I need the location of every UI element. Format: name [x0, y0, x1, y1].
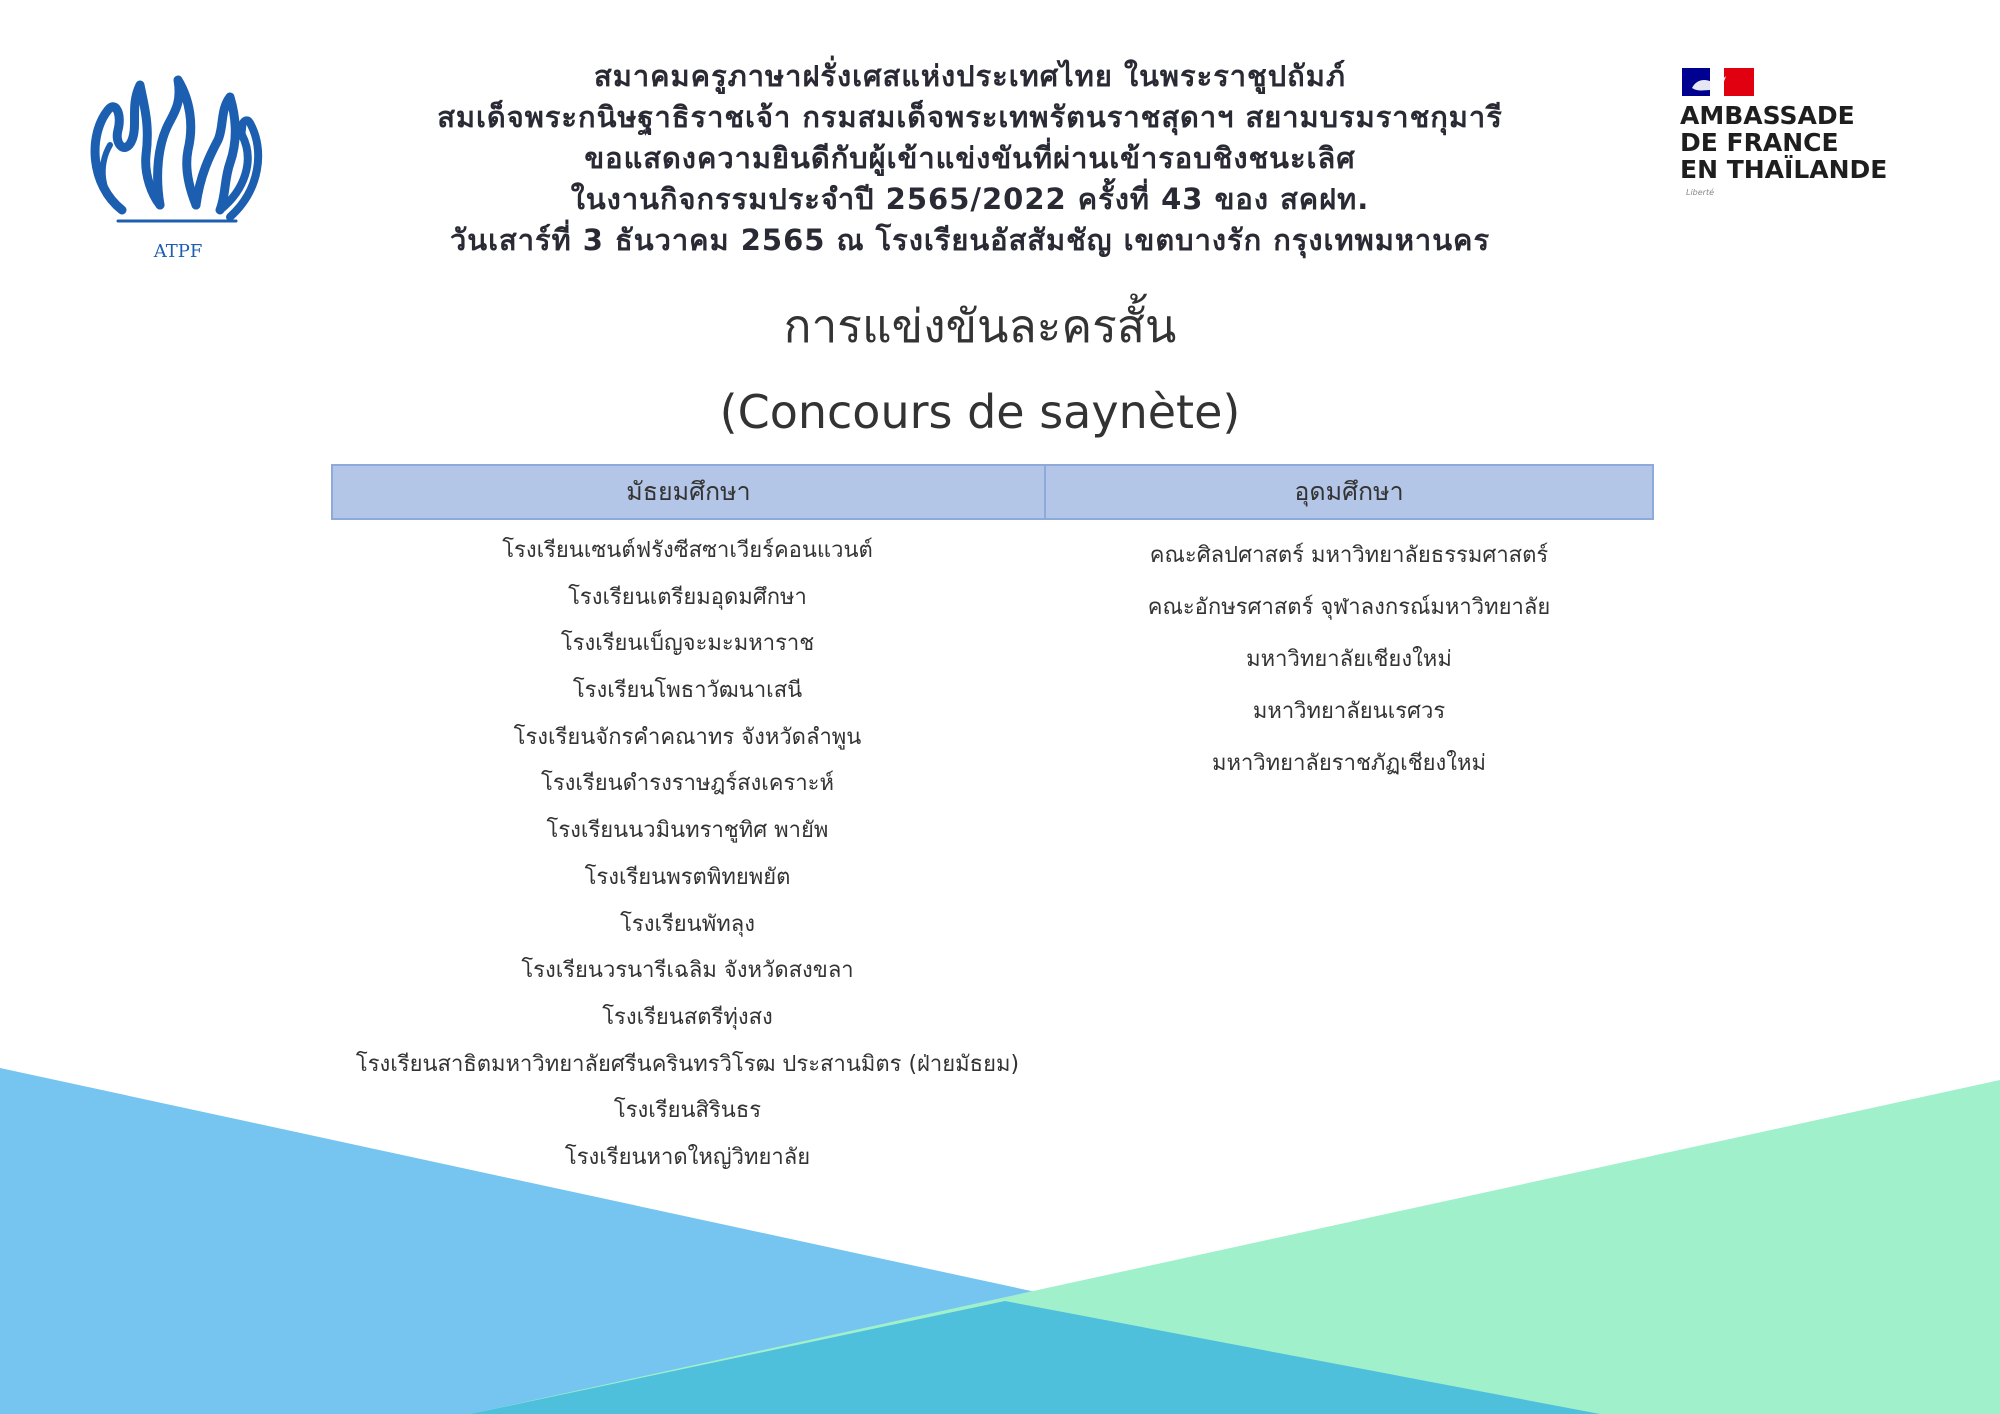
header-secondary: มัธยมศึกษา [333, 466, 1046, 518]
secondary-column [331, 520, 1044, 1182]
table-row: โรงเรียนเตรียมอุดมศึกษา [568, 584, 807, 610]
table-row: มหาวิทยาลัยเชียงใหม่ [1246, 647, 1452, 672]
table-row: โรงเรียนนวมินทราชูทิศ พายัพ [546, 818, 829, 844]
table-row: มหาวิทยาลัยนเรศวร [1252, 699, 1446, 724]
table-row: โรงเรียนพัทลุง [620, 911, 755, 937]
header-line-4: ในงานกิจกรรมประจำปี 2565/2022 ครั้งที่ 43 ของ สคฝท. [570, 182, 1370, 216]
results-table [331, 464, 1654, 1182]
table-row: โรงเรียนจักรคำคณาทร จังหวัดลำพูน [513, 724, 862, 750]
embassy-line-3: EN THAÏLANDE [1680, 155, 1888, 184]
table-row: โรงเรียนเบ็ญจะมะมหาราช [560, 631, 815, 657]
table-row: โรงเรียนพรตพิทยพยัต [584, 864, 791, 890]
embassy-logo [1680, 66, 1920, 206]
header-line-3: ขอแสดงความยินดีกับผู้เข้าแข่งขันที่ผ่านเข้ารอบชิงชนะเลิศ [584, 141, 1356, 175]
header-block [300, 56, 1640, 261]
table-row: มหาวิทยาลัยราชภัฏเชียงใหม่ [1211, 751, 1487, 776]
table-row: โรงเรียนหาดใหญ่วิทยาลัย [564, 1144, 811, 1170]
table-row: โรงเรียนเซนต์ฟรังซีสซาเวียร์คอนแวนต์ [502, 538, 873, 563]
table-row: โรงเรียนดำรงราษฎร์สงเคราะห์ [541, 771, 834, 797]
embassy-line-2: DE FRANCE [1680, 128, 1839, 157]
table-row: โรงเรียนสิรินธร [613, 1098, 762, 1124]
table-row: โรงเรียนโพธาวัฒนาเสนี [572, 678, 803, 704]
table-row: โรงเรียนสตรีทุ่งสง [602, 1004, 773, 1030]
header-higher: อุดมศึกษา [1294, 477, 1404, 506]
atpf-caption: ATPF [153, 241, 203, 262]
table-row: คณะอักษรศาสตร์ จุฬาลงกรณ์มหาวิทยาลัย [1147, 595, 1551, 620]
page-subtitle: (Concours de saynète) [719, 385, 1241, 439]
higher-column [1044, 520, 1654, 1182]
table-row: โรงเรียนสาธิตมหาวิทยาลัยศรีนครินทรวิโรฒ ประสานมิตร (ฝ่ายมัธยม) [355, 1051, 1020, 1077]
atpf-logo [60, 45, 290, 265]
header-line-2: สมเด็จพระกนิษฐาธิราชเจ้า กรมสมเด็จพระเทพรัตนราชสุดาฯ สยามบรมราชกุมารี [437, 100, 1503, 134]
header-line-5: วันเสาร์ที่ 3 ธันวาคม 2565 ณ โรงเรียนอัสสัมชัญ เขตบางรัก กรุงเทพมหานคร [449, 223, 1491, 257]
table-row: คณะศิลปศาสตร์ มหาวิทยาลัยธรรมศาสตร์ [1149, 543, 1549, 568]
embassy-line-1: AMBASSADE [1680, 101, 1855, 130]
page-title: การแข่งขันละครสั้น [783, 299, 1177, 353]
table-row: โรงเรียนวรนารีเฉลิม จังหวัดสงขลา [521, 958, 854, 984]
embassy-tagline: Liberté [1686, 188, 1715, 197]
header-line-1: สมาคมครูภาษาฝรั่งเศสแห่งประเทศไทย ในพระราชูปถัมภ์ [594, 59, 1346, 93]
table-header [331, 464, 1654, 520]
french-republic-flag-icon [1682, 68, 1754, 96]
